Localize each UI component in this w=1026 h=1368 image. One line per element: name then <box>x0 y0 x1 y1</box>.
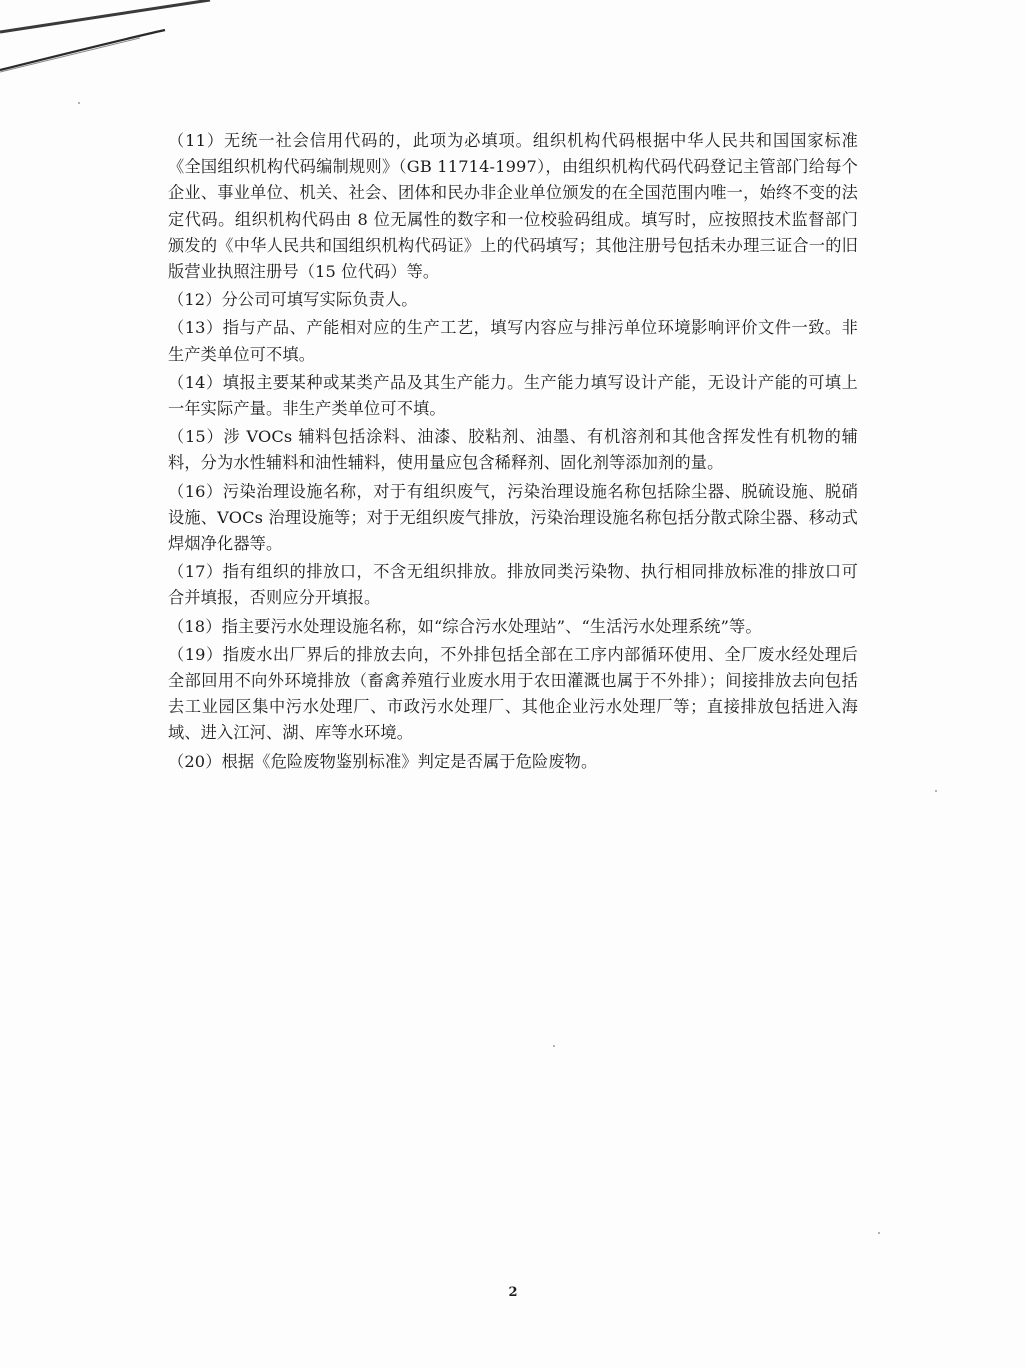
note-18: （18）指主要污水处理设施名称，如“综合污水处理站”、“生活污水处理系统”等。 <box>168 616 762 636</box>
note-14: （14）填报主要某种或某类产品及其生产能力。生产能力填写设计产能，无设计产能的可填上一年实际产量。非生产类单位可不填。 <box>168 372 858 419</box>
scan-speck <box>878 1232 880 1234</box>
scan-speck <box>935 790 937 792</box>
note-17: （17）指有组织的排放口，不含无组织排放。排放同类污染物、执行相同排放标准的排放口可合并填报，否则应分开填报。 <box>168 562 858 608</box>
page-number: 2 <box>508 1285 518 1300</box>
notes-section <box>168 128 858 777</box>
note-20: （20）根据《危险废物鉴别标准》判定是否属于危险废物。 <box>168 751 598 771</box>
note-12: （12）分公司可填写实际负责人。 <box>168 290 418 310</box>
note-16: （16）污染治理设施名称，对于有组织废气，污染治理设施名称包括除尘器、脱硫设施、脱硝设施、VOCs 治理设施等；对于无组织废气排放，污染治理设施名称包括分散式除尘器、移动式焊烟净化器等。 <box>168 481 858 554</box>
scan-speck <box>553 1045 555 1047</box>
note-13: （13）指与产品、产能相对应的生产工艺，填写内容应与排污单位环境影响评价文件一致。非生产类单位可不填。 <box>168 318 858 364</box>
note-15: （15）涉 VOCs 辅料包括涂料、油漆、胶粘剂、油墨、有机溶剂和其他含挥发性有机物的辅料，分为水性辅料和油性辅料，使用量应包含稀释剂、固化剂等添加剂的量。 <box>168 427 858 473</box>
note-11: （11）无统一社会信用代码的，此项为必填项。组织机构代码根据中华人民共和国国家标准《全国组织机构代码编制规则》（GB 11714-1997），由组织机构代码代码登记主管部门给每个企业、事业单位、机关、社会、团体和民办非企业单位颁发的在全国范围内唯一，始终不变的法定代码。组织机构代码由 8 位无属性的数字和一位校验码组成。填写时，应按照技术监督部门颁发的《中华人民共和国组织机构代码证》上的代码填写；其他注册号包括未办理三证合一的旧版营业执照注册号（15 位代码）等。 <box>168 131 858 282</box>
scan-speck <box>78 102 80 104</box>
scan-edge-mark <box>0 0 240 90</box>
note-19: （19）指废水出厂界后的排放去向，不外排包括全部在工序内部循环使用、全厂废水经处理后全部回用不向外环境排放（畜禽养殖行业废水用于农田灌溉也属于不外排）；间接排放去向包括去工业园区集中污水处理厂、市政污水处理厂、其他企业污水处理厂等；直接排放包括进入海域、进入江河、湖、库等水环境。 <box>168 644 858 743</box>
